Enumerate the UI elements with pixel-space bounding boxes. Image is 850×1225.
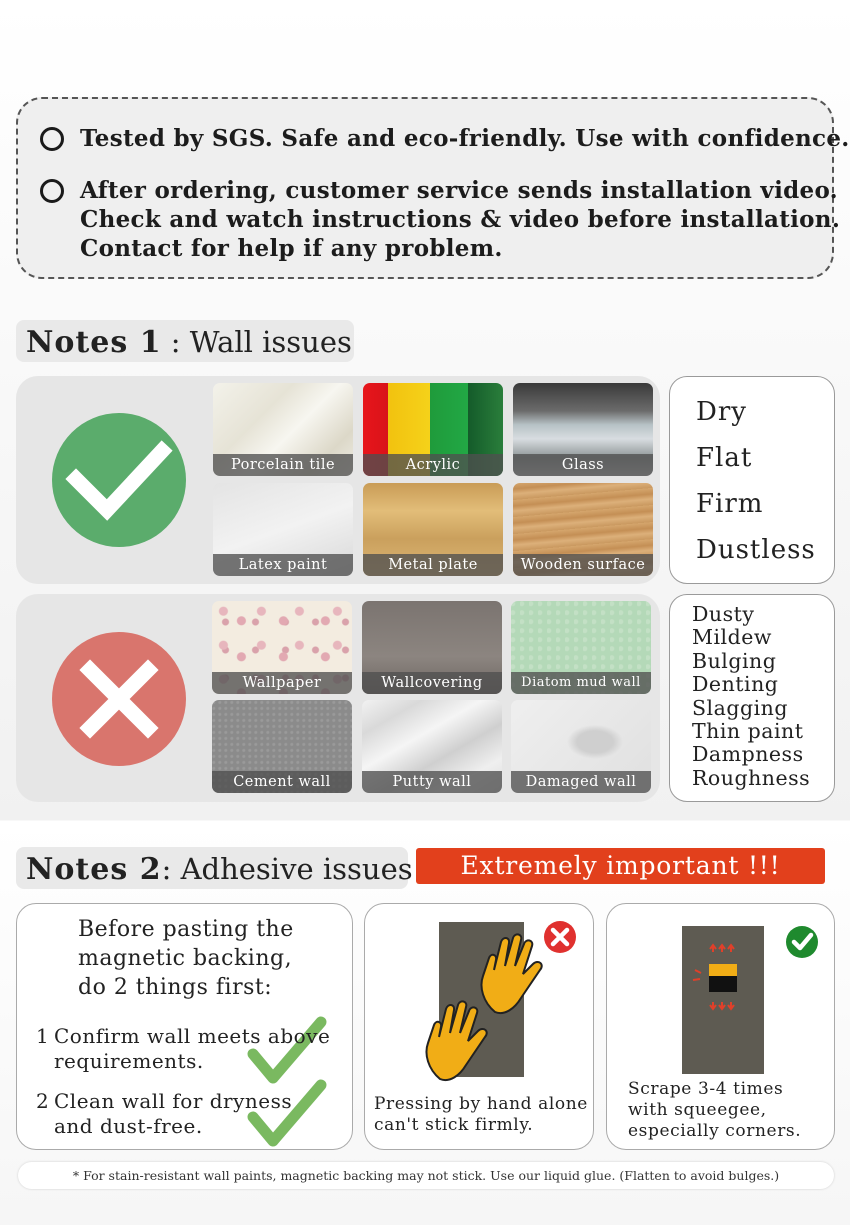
notes2-heading [16,847,413,889]
condition-item: Thin paint [692,719,804,744]
notes1-heading-bold: Notes 1 [26,325,162,360]
condition-item: Dustless [696,535,816,565]
tile-caption: Glass [513,454,653,476]
tile-wallcovering [362,601,502,694]
notice-line: After ordering, customer service sends installation video. [80,177,838,204]
cross-icon [52,632,186,766]
notice-line: Contact for help if any problem. [80,235,503,262]
tile-acrylic [363,383,503,476]
notice-line: Check and watch instructions & video before installation. [80,206,841,233]
good-conditions-list [669,376,835,584]
step-number: 1 [36,1024,50,1048]
tile-glass [513,383,653,476]
tile-caption: Acrylic [363,454,503,476]
notice-line: Tested by SGS. Safe and eco-friendly. Use with confidence. [80,125,850,152]
bad-conditions-list [669,594,835,802]
intro-line: magnetic backing, [78,946,293,971]
step-text: and dust-free. [54,1114,203,1138]
tile-putty-wall [362,700,502,793]
condition-item: Roughness [692,765,811,790]
notice-box [16,97,850,279]
tile-caption: Wooden surface [513,554,653,576]
caption-line: can't stick firmly. [374,1115,534,1135]
tile-caption: Cement wall [212,771,352,793]
tile-damaged-wall [511,700,651,793]
squeegee-card [606,903,835,1150]
tile-metal-plate [363,483,503,576]
tile-caption: Putty wall [362,771,502,793]
notes1-heading [16,320,354,362]
condition-item: Dusty [692,602,755,626]
intro-line: do 2 things first: [78,975,273,1000]
condition-item: Slagging [692,695,788,720]
tile-caption: Porcelain tile [213,454,353,476]
condition-item: Dampness [692,742,804,767]
important-banner: Extremely important !!! [416,848,825,884]
step-text: Confirm wall meets above [54,1024,331,1048]
squeegee-icon [689,942,755,1014]
correct-icon [784,924,820,960]
condition-item: Denting [692,672,779,697]
tile-caption: Diatom mud wall [511,672,651,694]
tile-wallpaper [212,601,352,694]
circle-bullet-icon [40,127,64,151]
condition-item: Flat [696,443,753,473]
tile-cement-wall [212,700,352,793]
intro-line: Before pasting the [78,917,294,942]
step-text: requirements. [54,1049,204,1073]
hand-icon [420,999,500,1084]
circle-bullet-icon [40,179,64,203]
preparation-card [16,903,353,1150]
tile-caption: Damaged wall [511,771,651,793]
checkmark-icon [52,413,186,547]
notes2-heading-bold: Notes 2 [26,852,162,887]
condition-item: Mildew [692,625,772,650]
condition-item: Firm [696,489,764,519]
tile-caption: Latex paint [213,554,353,576]
caption-line: Scrape 3-4 times [628,1079,784,1099]
condition-item: Dry [696,397,747,427]
tile-wooden-surface [513,483,653,576]
notes1-heading-rest: : Wall issues [161,325,352,359]
tile-caption: Wallpaper [212,672,352,694]
hand-press-card [364,903,594,1150]
tile-porcelain [213,383,353,476]
caption-line: with squeegee, [628,1100,767,1120]
notes2-heading-rest: : Adhesive issues [161,852,413,886]
step-text: Clean wall for dryness [54,1089,293,1113]
footnote: * For stain-resistant wall paints, magnetic backing may not stick. Use our liquid glue. (Flatten to avoid bulges.) [18,1162,834,1189]
tile-caption: Wallcovering [362,672,502,694]
tile-latex-paint [213,483,353,576]
caption-line: Pressing by hand alone [374,1094,588,1114]
tile-diatom-mud-wall [511,601,651,694]
caption-line: especially corners. [628,1121,802,1141]
tile-caption: Metal plate [363,554,503,576]
step-number: 2 [36,1089,50,1113]
condition-item: Bulging [692,648,777,673]
